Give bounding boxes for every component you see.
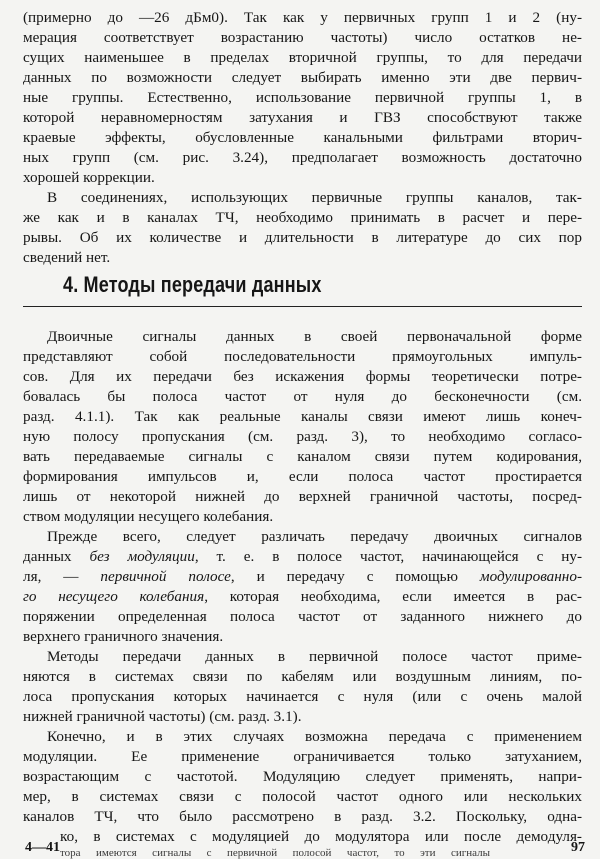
text-line: нижней граничной частоты) (см. разд. 3.1). — [23, 708, 302, 725]
text-line: мер, в системах связи с полосой частот одного или нескольких — [23, 788, 582, 805]
text-line: В соединениях, использующих первичные группы каналов, так- — [47, 189, 582, 206]
text-line: ных групп (см. рис. 3.24), предполагает возможность достаточно — [23, 149, 582, 166]
printer-signature: 4—41 — [25, 840, 60, 855]
text-line: лоса пропускания которых начинается с нуля (или с очень малой — [23, 688, 582, 705]
text-line: няются в системах связи по кабелям или воздушным линиям, по- — [23, 668, 582, 685]
text-line: бовалась бы полоса частот от нуля до бесконечности (см. — [23, 388, 582, 405]
text-line: ко, в системах с модуляцией до модулятора или после демодуля- — [60, 828, 582, 845]
text-line: Двоичные сигналы данных в своей первоначальной форме — [47, 328, 582, 345]
italic-term: первичной полосе — [100, 568, 231, 585]
italic-term: модулированно- — [479, 568, 582, 585]
text-line: представляют собой последовательности прямоугольных импуль- — [23, 348, 582, 365]
text-line: (примерно до —26 дБм0). Так как у первичных групп 1 и 2 (ну- — [23, 9, 582, 26]
text-line: которой неравномерностям затухания и ГВЗ способствуют также — [23, 109, 582, 126]
italic-term: без модуляции — [89, 548, 195, 565]
section-heading: 4. Методы передачи данных — [63, 272, 322, 297]
text-line: данных без модуляции, т. е. в полосе частот, начинающейся с ну- — [23, 548, 582, 565]
text-line: поряжении определенная полоса частот от заданного нижнего до — [23, 608, 582, 625]
text-line: сущих наименьшее в пределах вторичной группы, то для передачи — [23, 49, 582, 66]
text-line: ством модуляции несущего колебания. — [23, 508, 274, 525]
text-line: лишь от некоторой нижней до верхней граничной частоты, посред- — [23, 488, 582, 505]
text-line: Прежде всего, следует различать передачу двоичных сигналов — [47, 528, 582, 545]
heading-divider — [23, 306, 582, 307]
text-line: ную полосу пропускания (см. разд. 3), то необходимо согласо- — [23, 428, 582, 445]
text-line: мерация соответствует возрастанию частоты) число остатков не- — [23, 29, 582, 46]
text-line: вать передаваемые сигналы с каналом связи путем кодирования, — [23, 448, 582, 465]
text-line: же как и в каналах ТЧ, необходимо принимать в расчет и пере- — [23, 209, 582, 226]
text-line: данных по возможности следует выбирать именно эти две первич- — [23, 69, 582, 86]
text-line: рывы. Об их количестве и длительности в литературе до сих пор — [23, 229, 582, 246]
text-line: Методы передачи данных в первичной полосе частот приме- — [47, 648, 582, 665]
text-line: формирования импульсов и, если полоса частот простирается — [23, 468, 582, 485]
text-line: го несущего колебания, которая необходима, если имеется в рас- — [23, 588, 582, 605]
text-line: хорошей коррекции. — [23, 169, 155, 186]
text-line: Конечно, и в этих случаях возможна передача с применением — [47, 728, 582, 745]
italic-term: го несущего колебания — [23, 588, 205, 605]
text-line: модуляции. Ее применение ограничивается только затуханием, — [23, 748, 582, 765]
text-line: сведений нет. — [23, 249, 111, 266]
text-line: краевые эффекты, обусловленные канальными фильтрами вторич- — [23, 129, 582, 146]
text-line: ля, — первичной полосе, и передачу с помощью модулированно- — [23, 568, 582, 585]
page-number: 97 — [571, 840, 585, 855]
text-line: верхнего граничного значения. — [23, 628, 224, 645]
text-line: ные группы. Естественно, использование первичной группы 1, в — [23, 89, 582, 106]
text-line: сов. Для их передачи без искажения формы теоретически потре- — [23, 368, 582, 385]
text-line: каналов ТЧ, что было рассмотрено в разд. 3.2. Поскольку, одна- — [23, 808, 582, 825]
text-line: возрастающим с частотой. Модуляцию следует применять, напри- — [23, 768, 582, 785]
text-line: разд. 4.1.1). Так как реальные каналы связи имеют лишь конеч- — [23, 408, 582, 425]
text-line: тора имеются сигналы с первичной полосой частот, то эти сигналы — [60, 847, 490, 859]
